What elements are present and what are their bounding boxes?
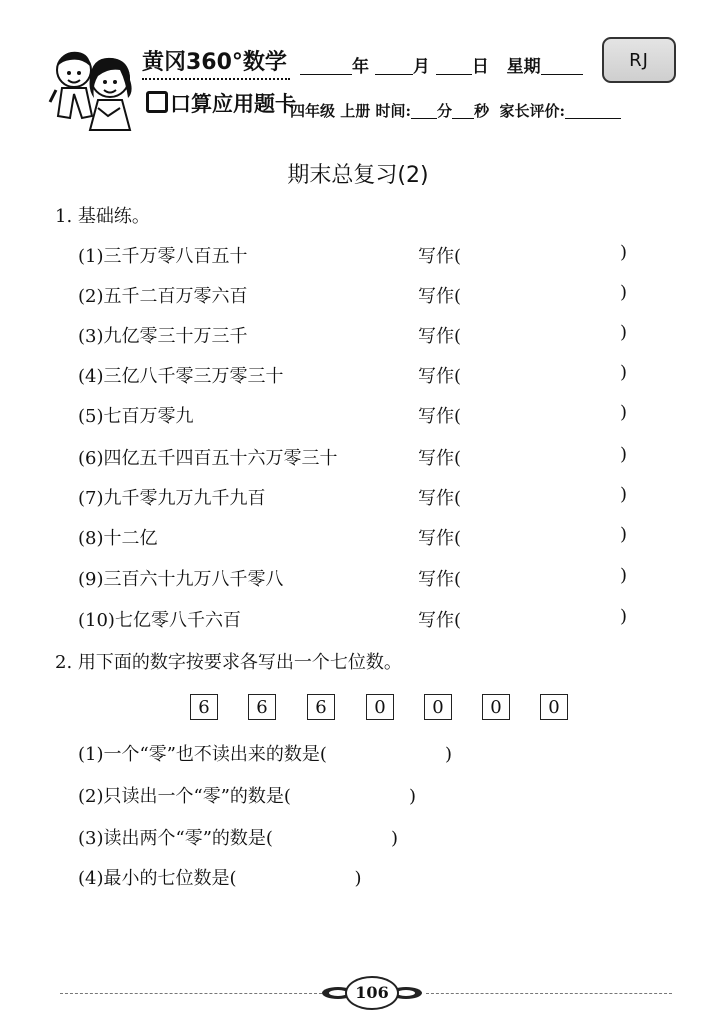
product-box-icon [146, 91, 168, 113]
digit-card: 6 [307, 694, 335, 720]
list-item [78, 242, 638, 268]
section1-heading: 1. 基础练。 [55, 206, 150, 227]
close-paren: ) [408, 786, 416, 807]
item-text: 十二亿 [103, 528, 158, 549]
parent-label: 家长评价: [499, 102, 566, 120]
close-paren: ) [390, 828, 398, 849]
item-text: 七百万零九 [103, 406, 194, 427]
question-text: (1)一个“零”也不读出来的数是( [78, 744, 327, 765]
write-label: 写作( [418, 528, 462, 549]
item-text: 三亿八千零三万零三十 [103, 366, 284, 387]
date-line [300, 52, 583, 77]
digit-card: 0 [540, 694, 568, 720]
list-item [78, 282, 638, 308]
item-text: 七亿零八千六百 [114, 610, 241, 631]
write-label: 写作( [418, 488, 462, 509]
question-text: (2)只读出一个“零”的数是( [78, 786, 291, 807]
grade-label: 四年级 [290, 102, 336, 120]
question-item [78, 782, 416, 808]
item-number: (10) [78, 610, 115, 631]
close-paren: ) [620, 606, 628, 627]
digit-card: 0 [482, 694, 510, 720]
item-text: 三百六十九万八千零八 [103, 569, 284, 590]
item-number: (2) [78, 286, 104, 307]
close-paren: ) [620, 282, 628, 303]
item-number: (3) [78, 326, 104, 347]
write-label: 写作( [418, 569, 462, 590]
write-label: 写作( [418, 326, 462, 347]
product-name [146, 88, 296, 118]
question-item [78, 740, 452, 766]
write-label: 写作( [418, 366, 462, 387]
page-number: 106 [345, 976, 399, 1010]
edition-badge: RJ [602, 37, 676, 83]
close-paren: ) [354, 868, 362, 889]
item-number: (4) [78, 366, 104, 387]
time-label: 时间: [375, 102, 412, 120]
item-text: 三千万零八百五十 [103, 246, 248, 267]
item-text: 五千二百万零六百 [103, 286, 248, 307]
digit-card: 0 [366, 694, 394, 720]
question-item [78, 824, 398, 850]
list-item [78, 402, 638, 428]
page-title: 期末总复习(2) [287, 163, 429, 188]
close-paren: ) [620, 322, 628, 343]
minute-label: 分 [437, 102, 453, 120]
list-item [78, 484, 638, 510]
footer-rule-right [426, 993, 672, 994]
close-paren: ) [444, 744, 452, 765]
item-number: (7) [78, 488, 104, 509]
item-number: (6) [78, 448, 104, 469]
product-name-text: 口算应用题卡 [170, 92, 296, 116]
footer-rule-left [60, 993, 322, 994]
brand-underline [142, 78, 290, 80]
section2-heading: 2. 用下面的数字按要求各写出一个七位数。 [55, 652, 402, 673]
second-blank[interactable] [452, 118, 474, 119]
item-text: 四亿五千四百五十六万零三十 [103, 448, 338, 469]
list-item [78, 524, 638, 550]
write-label: 写作( [418, 246, 462, 267]
digit-card: 0 [424, 694, 452, 720]
digit-cards [190, 694, 580, 724]
question-item [78, 864, 362, 890]
question-text: (4)最小的七位数是( [78, 868, 237, 889]
close-paren: ) [620, 524, 628, 545]
close-paren: ) [620, 565, 628, 586]
digit-card: 6 [190, 694, 218, 720]
item-number: (8) [78, 528, 104, 549]
write-label: 写作( [418, 448, 462, 469]
minute-blank[interactable] [411, 118, 437, 119]
term-label: 上册 [340, 102, 371, 120]
list-item [78, 565, 638, 591]
list-item [78, 606, 638, 632]
second-label: 秒 [474, 102, 490, 120]
list-item [78, 362, 638, 388]
digit-card: 6 [248, 694, 276, 720]
write-label: 写作( [418, 286, 462, 307]
close-paren: ) [620, 484, 628, 505]
item-number: (1) [78, 246, 104, 267]
day-label: 日 [471, 57, 489, 77]
cartoon-kids-icon [48, 46, 140, 136]
week-label: 星期 [506, 57, 541, 77]
list-item [78, 322, 638, 348]
info-line [290, 100, 621, 121]
parent-blank[interactable] [565, 118, 621, 119]
week-blank[interactable] [541, 74, 583, 75]
close-paren: ) [620, 242, 628, 263]
item-number: (5) [78, 406, 104, 427]
year-blank[interactable] [300, 74, 352, 75]
day-blank[interactable] [436, 74, 472, 75]
item-text: 九亿零三十万三千 [103, 326, 248, 347]
write-label: 写作( [418, 406, 462, 427]
month-blank[interactable] [375, 74, 413, 75]
year-label: 年 [352, 57, 369, 77]
item-number: (9) [78, 569, 104, 590]
close-paren: ) [620, 362, 628, 383]
list-item [78, 444, 638, 470]
month-label: 月 [412, 57, 430, 77]
close-paren: ) [620, 444, 628, 465]
question-text: (3)读出两个“零”的数是( [78, 828, 273, 849]
item-text: 九千零九万九千九百 [103, 488, 266, 509]
brand-title: 黄冈360°数学 [142, 50, 287, 75]
write-label: 写作( [418, 610, 462, 631]
close-paren: ) [620, 402, 628, 423]
